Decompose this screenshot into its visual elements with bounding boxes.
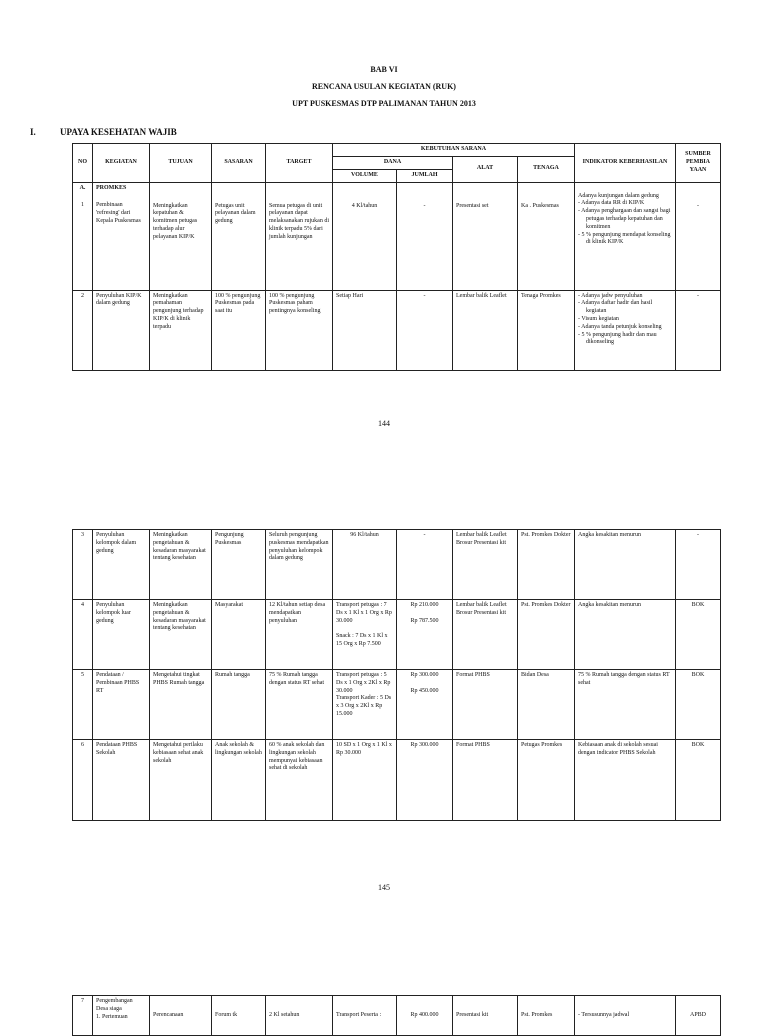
row-indikator: Angka kesakitan menurun bbox=[575, 600, 676, 670]
indikator-item: - Visum kegiatan bbox=[578, 315, 619, 322]
row-target: 100 % pengunjung Puskesmas paham pentingnya konseling bbox=[266, 290, 333, 370]
group-number: A. bbox=[79, 184, 86, 191]
table-row bbox=[73, 182, 721, 290]
row-alat: Presentasi kit bbox=[456, 1012, 489, 1018]
row-sasaran: Pengunjung Puskesmas bbox=[212, 530, 266, 600]
row-sasaran: Forum tk bbox=[215, 1012, 238, 1018]
row-target: 75 % Rumah tangga dengan status RT sehat bbox=[266, 670, 333, 740]
row-sumber: BOK bbox=[676, 670, 721, 740]
col-kebutuhan-sarana: KEBUTUHAN SARANA bbox=[333, 144, 575, 157]
row-jumlah: Rp 210.000 Rp 787.500 bbox=[397, 600, 453, 670]
row-no: 4 bbox=[73, 600, 93, 670]
row-no: 7 bbox=[73, 996, 93, 1036]
row-sumber: BOK bbox=[676, 740, 721, 821]
row-indikator bbox=[578, 193, 672, 248]
row-jumlah: Rp 300.000 bbox=[397, 740, 453, 821]
row-target: 60 % anak sekolah dan lingkungan sekolah mempunyai kebiasaan sehat di sekolah bbox=[266, 740, 333, 821]
row-no: 1 bbox=[81, 202, 84, 209]
col-sumber: SUMBER PEMBIA YAAN bbox=[676, 144, 721, 183]
indikator-item: Adanya kunjungan dalam gedung bbox=[578, 192, 659, 199]
col-tenaga: TENAGA bbox=[518, 156, 575, 182]
row-kegiatan: Pendataan / Pembinaan PHBS RT bbox=[93, 670, 150, 740]
row-tenaga: Tenaga Promkes bbox=[518, 290, 575, 370]
row-indikator bbox=[578, 293, 672, 348]
section-number: I. bbox=[30, 127, 36, 137]
row-jumlah: Rp 400.000 bbox=[410, 1012, 439, 1018]
table-row bbox=[73, 290, 721, 370]
row-kegiatan: Penyuluhan kelompok dalam gedung bbox=[93, 530, 150, 600]
row-alat: Format PHBS bbox=[453, 670, 518, 740]
row-sumber: BOK bbox=[676, 600, 721, 670]
row-sasaran: Masyarakat bbox=[212, 600, 266, 670]
row-sumber: - bbox=[676, 530, 721, 600]
row-tenaga: Pst. Promkes bbox=[521, 1012, 553, 1018]
row-sasaran: 100 % pengunjung Puskesmas pada saat itu bbox=[212, 290, 266, 370]
row-kegiatan: Penyuluhan kelompok luar gedung bbox=[93, 600, 150, 670]
document-subtitle: UPT PUSKESMAS DTP PALIMANAN TAHUN 2013 bbox=[292, 99, 476, 108]
row-sumber: - bbox=[697, 202, 699, 209]
col-target: TARGET bbox=[266, 144, 333, 183]
indikator-item: - Adanya penghargaan dan sangsi bagi petugas terhadap kepatuhan dan komitmen bbox=[578, 208, 671, 230]
table-row bbox=[73, 670, 721, 740]
row-sub-kegiatan: 1. Pertemuan bbox=[96, 1013, 128, 1020]
row-alat: Lembar balik Leaflet Brosur Presentasi kit bbox=[453, 600, 518, 670]
col-alat: ALAT bbox=[453, 156, 518, 182]
row-sasaran: Petugas unit pelayanan dalam gedung bbox=[215, 202, 256, 225]
row-tujuan: Meningkatkan pengetahuan & kesadaran masyarakat tentang kesehatan bbox=[150, 530, 212, 600]
group-name: PROMKES bbox=[96, 184, 127, 191]
indikator-item: - Adanya data RR di KIP/K bbox=[578, 200, 645, 207]
row-no: 6 bbox=[73, 740, 93, 821]
row-tenaga: Ka . Puskesmas bbox=[521, 202, 559, 209]
page-number: 144 bbox=[378, 419, 390, 428]
row-target: 2 Kl setahun bbox=[269, 1012, 300, 1018]
col-jumlah: JUMLAH bbox=[397, 169, 453, 182]
row-volume: Transport petugas : 5 Ds x 1 Org x 2Kl x Rp 30.000 Transport Kader : 5 Ds x 3 Org x 2Kl x Rp 15.000 bbox=[333, 670, 397, 740]
ruk-table-page3 bbox=[72, 995, 721, 1036]
row-tujuan: Meningkatkan pemahaman pengunjung terhadap KIP/K di klinik terpadu bbox=[150, 290, 212, 370]
table-row bbox=[73, 530, 721, 600]
row-tujuan: Meningkatkan kepatuhan & komitmen petugas terhadap alur pelayanan KIP/K bbox=[153, 202, 198, 240]
row-target: 12 Kl/tahun setiap desa mendapatkan penyuluhan bbox=[266, 600, 333, 670]
row-volume: Transport petugas : 7 Ds x 1 Kl x 1 Org x Rp 30.000 Snack : 7 Ds x 1 Kl x 15 Org x Rp 7.500 bbox=[333, 600, 397, 670]
indikator-item: - 5 % pengunjung hadir dan mau dikonseling bbox=[578, 331, 657, 346]
col-indikator: INDIKATOR KEBERHASILAN bbox=[575, 144, 676, 183]
row-target: Seluruh pengunjung puskesmas mendapatkan penyuluhan kelompok dalam gedung bbox=[266, 530, 333, 600]
indikator-item: - Adanya jadw penyuluhan bbox=[578, 292, 643, 299]
row-tenaga: Bidan Desa bbox=[518, 670, 575, 740]
row-volume: Transport Peserta : bbox=[336, 1012, 382, 1018]
row-kegiatan: Pendataan PHBS Sekolah bbox=[93, 740, 150, 821]
row-tenaga: Pst. Promkes Dokter bbox=[518, 530, 575, 600]
row-indikator: - Tersusunnya jadwal bbox=[578, 1012, 630, 1018]
page-number: 145 bbox=[378, 883, 390, 892]
col-kegiatan: KEGIATAN bbox=[93, 144, 150, 183]
row-indikator: Angka kesakitan menurun bbox=[575, 530, 676, 600]
row-indikator: 75 % Rumah tangga dengan status RT sehat bbox=[575, 670, 676, 740]
row-sasaran: Rumah tangga bbox=[212, 670, 266, 740]
row-volume: 4 Kl/tahun bbox=[351, 202, 378, 209]
row-indikator: Kebiasaan anak di sekolah sesuai dengan indicator PHBS Sekolah bbox=[575, 740, 676, 821]
row-volume: 96 Kl/tahun bbox=[333, 530, 397, 600]
col-dana: DANA bbox=[333, 156, 453, 169]
col-tujuan: TUJUAN bbox=[150, 144, 212, 183]
row-alat: Presentasi set bbox=[456, 202, 489, 209]
row-tujuan: Perencanaan bbox=[153, 1012, 184, 1018]
row-sumber: APBD bbox=[689, 1012, 706, 1018]
indikator-item: - 5 % pengunjung mendapat konseling di klinik KIP/K bbox=[578, 231, 671, 246]
chapter-label: BAB VI bbox=[370, 65, 398, 74]
row-no: 3 bbox=[73, 530, 93, 600]
row-alat: Format PHBS bbox=[453, 740, 518, 821]
row-jumlah: - bbox=[397, 290, 453, 370]
row-jumlah: - bbox=[423, 202, 426, 209]
indikator-item: - Adanya daftar hadir dan hasil kegiatan bbox=[578, 300, 653, 315]
row-tujuan: Mengetahui perilaku kebiasaan sehat anak sekolah bbox=[150, 740, 212, 821]
section-title: UPAYA KESEHATAN WAJIB bbox=[60, 127, 177, 137]
row-jumlah: Rp 300.000 Rp 450.000 bbox=[397, 670, 453, 740]
row-alat: Lembar balik Leaflet bbox=[453, 290, 518, 370]
ruk-table-page1 bbox=[72, 143, 721, 371]
col-volume: VOLUME bbox=[333, 169, 397, 182]
row-volume: Setiap Hari bbox=[333, 290, 397, 370]
row-target: Semua petugas di unit pelayanan dapat melaksanakan rujukan di klinik terpadu 5% dari jumlah kunjungan bbox=[269, 202, 329, 240]
row-alat: Lembar balik Leaflet Brosur Presentasi kit bbox=[453, 530, 518, 600]
row-no: 5 bbox=[73, 670, 93, 740]
row-sumber: - bbox=[676, 290, 721, 370]
row-tujuan: Mengetahui tingkat PHBS Rumah tangga bbox=[150, 670, 212, 740]
row-kegiatan: Pengembangan Desa siaga bbox=[96, 998, 133, 1012]
row-volume: 10 SD x 1 Org x 1 Kl x Rp 30.000 bbox=[333, 740, 397, 821]
row-kegiatan: Pembinaan 'refresing' dari Kepala Puskesmas bbox=[96, 202, 141, 224]
ruk-table-page2 bbox=[72, 529, 721, 821]
row-jumlah: - bbox=[397, 530, 453, 600]
col-no: NO bbox=[73, 144, 93, 183]
row-tenaga: Pst. Promkes Dokter bbox=[518, 600, 575, 670]
row-sasaran: Anak sekolah & lingkungan sekolah bbox=[212, 740, 266, 821]
table-row bbox=[73, 996, 721, 1036]
table-row bbox=[73, 740, 721, 821]
table-row bbox=[73, 600, 721, 670]
row-no: 2 bbox=[73, 290, 93, 370]
indikator-item: - Adanya tanda petunjuk konseling bbox=[578, 323, 662, 330]
row-kegiatan: Penyuluhan KIP/K dalam gedung bbox=[93, 290, 150, 370]
row-tenaga: Petugas Promkes bbox=[518, 740, 575, 821]
col-sasaran: SASARAN bbox=[212, 144, 266, 183]
document-title: RENCANA USULAN KEGIATAN (RUK) bbox=[312, 82, 456, 91]
row-tujuan: Meningkatkan pengetahuan & kesadaran masyarakat tentang kesehatan bbox=[150, 600, 212, 670]
